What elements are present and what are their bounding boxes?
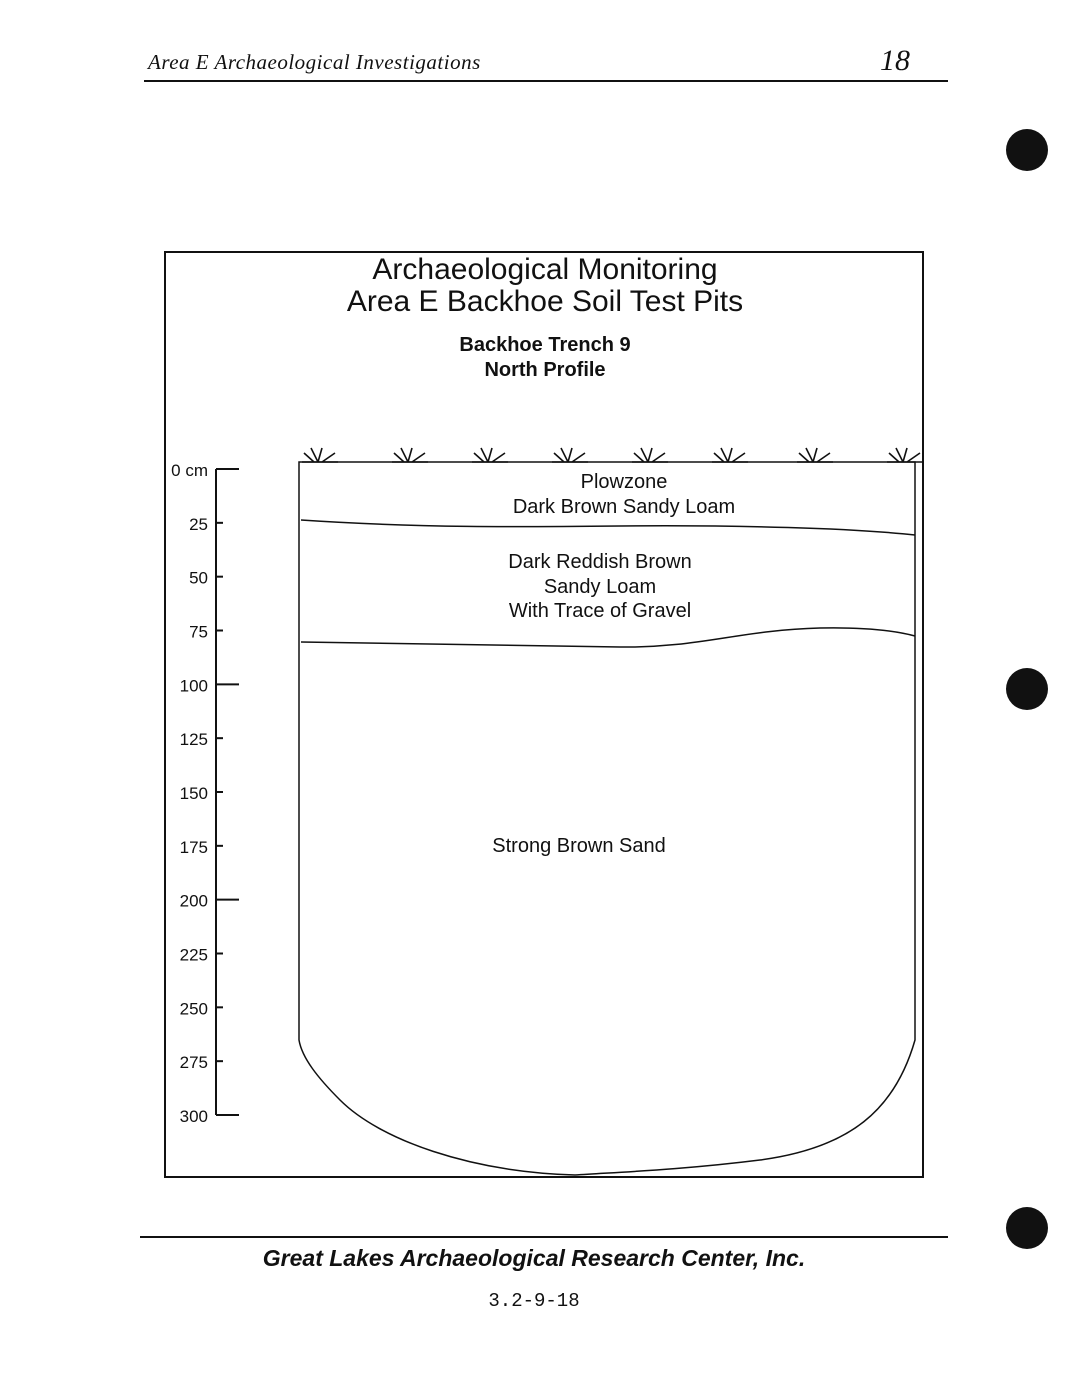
footer-rule <box>140 1236 948 1238</box>
layer-boundary-1 <box>301 520 915 535</box>
page-number: 18 <box>880 44 910 77</box>
scale-tick-label-125: 125 <box>179 730 208 750</box>
grass-symbol-4 <box>552 448 588 462</box>
depth-scale <box>171 461 239 1126</box>
figure-title-line-2: Area E Backhoe Soil Test Pits <box>346 285 744 318</box>
grass-symbol-3 <box>472 448 508 462</box>
layer-2-label-line-2: Sandy Loam <box>543 576 657 598</box>
scale-tick-label-50: 50 <box>189 568 208 588</box>
figure-frame <box>165 252 923 1177</box>
layer-3-label: Strong Brown Sand <box>492 835 666 857</box>
layer-1-label-line-2: Dark Brown Sandy Loam <box>512 496 736 518</box>
layer-boundary-2 <box>301 628 915 647</box>
scale-tick-label-300: 300 <box>179 1107 208 1126</box>
scale-tick-label-250: 250 <box>179 999 208 1019</box>
scale-tick-label-0: 0 cm <box>171 461 208 480</box>
scale-tick-label-225: 225 <box>179 945 208 965</box>
layer-2-label-line-3: With Trace of Gravel <box>508 600 692 622</box>
grass-symbol-1 <box>302 448 338 462</box>
header-title: Area E Archaeological Investigations <box>148 50 481 74</box>
figure-title-line-1: Archaeological Monitoring <box>372 253 718 286</box>
scale-tick-label-100: 100 <box>179 676 208 696</box>
grass-symbol-5 <box>632 448 668 462</box>
scale-tick-label-25: 25 <box>189 514 208 534</box>
grass-symbol-7 <box>797 448 833 462</box>
scale-tick-label-175: 175 <box>179 837 208 857</box>
organization-name: Great Lakes Archaeological Research Center, Inc. <box>262 1245 806 1271</box>
layer-1-label-line-1: Plowzone <box>580 471 668 493</box>
grass-symbol-8 <box>887 448 923 462</box>
grass-symbol-2 <box>392 448 428 462</box>
figure-subtitle-line-2: North Profile <box>484 359 606 381</box>
scale-tick-label-275: 275 <box>179 1053 208 1073</box>
document-number: 3.2-9-18 <box>488 1290 580 1312</box>
figure-subtitle-line-1: Backhoe Trench 9 <box>459 334 631 356</box>
ground-surface-symbols <box>302 448 923 462</box>
grass-symbol-6 <box>712 448 748 462</box>
scale-tick-label-200: 200 <box>179 891 208 911</box>
layer-2-label-line-1: Dark Reddish Brown <box>508 551 692 573</box>
scale-tick-label-150: 150 <box>179 784 208 803</box>
scale-tick-label-75: 75 <box>189 622 208 642</box>
